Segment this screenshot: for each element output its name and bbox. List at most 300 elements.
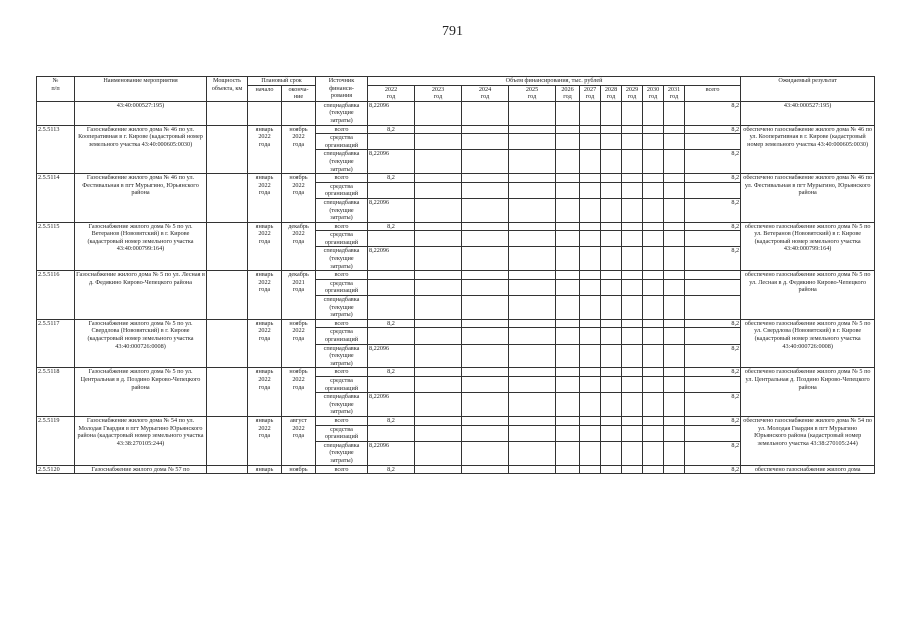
- year-2022-value: [368, 328, 415, 344]
- year-cell: [580, 125, 601, 134]
- year-cell: [462, 376, 509, 392]
- row-source: средства организаций: [316, 376, 368, 392]
- year-cell: [415, 247, 462, 271]
- year-cell: [556, 101, 580, 125]
- year-cell: [580, 247, 601, 271]
- year-cell: [664, 441, 685, 465]
- year-cell: [601, 150, 622, 174]
- row-power: [207, 125, 248, 174]
- year-cell: [580, 416, 601, 425]
- year-cell: [643, 425, 664, 441]
- year-cell: [643, 328, 664, 344]
- total-value: 8,2: [685, 198, 741, 222]
- row-num: 2.5.5114: [37, 174, 75, 223]
- year-cell: [509, 125, 556, 134]
- year-cell: [601, 279, 622, 295]
- year-cell: [580, 425, 601, 441]
- total-value: [685, 134, 741, 150]
- year-cell: [643, 296, 664, 320]
- year-cell: [580, 222, 601, 231]
- year-cell: [462, 182, 509, 198]
- header-year-2028: 2028 год: [601, 85, 622, 101]
- year-cell: [601, 125, 622, 134]
- year-cell: [622, 328, 643, 344]
- year-cell: [622, 182, 643, 198]
- year-cell: [580, 182, 601, 198]
- table-body: [37, 101, 875, 473]
- row-source: спецнадбавка (текущие затраты): [316, 150, 368, 174]
- year-cell: [415, 393, 462, 417]
- year-cell: [580, 319, 601, 328]
- year-cell: [509, 376, 556, 392]
- year-cell: [622, 247, 643, 271]
- year-2022-value: 8,22096: [368, 101, 415, 125]
- year-cell: [601, 296, 622, 320]
- year-cell: [462, 393, 509, 417]
- year-cell: [509, 425, 556, 441]
- year-cell: [509, 465, 556, 474]
- year-cell: [643, 101, 664, 125]
- year-cell: [556, 344, 580, 368]
- year-2022-value: [368, 376, 415, 392]
- header-plan-term: Плановый срок: [248, 77, 316, 86]
- year-cell: [643, 393, 664, 417]
- year-cell: [580, 368, 601, 377]
- year-cell: [462, 125, 509, 134]
- total-value: 8,2: [685, 393, 741, 417]
- year-cell: [509, 174, 556, 183]
- row-source: всего: [316, 319, 368, 328]
- row-source: всего: [316, 271, 368, 280]
- year-cell: [580, 231, 601, 247]
- total-value: 8,2: [685, 319, 741, 328]
- year-cell: [462, 150, 509, 174]
- year-cell: [601, 101, 622, 125]
- year-cell: [643, 344, 664, 368]
- row-end: [282, 101, 316, 125]
- year-cell: [580, 271, 601, 280]
- year-cell: [462, 271, 509, 280]
- year-2022-value: 8,2: [368, 125, 415, 134]
- row-start: [248, 101, 282, 125]
- row-name: Газоснабжение жилого дома № 54 по ул. Молодая Гвардия в пгт Мурыгино Юрьянского района (кадастровый номер земельного участка 43:38:270105:244): [75, 416, 207, 465]
- row-name: Газоснабжение жилого дома № 5 по ул. Ветеранов (Нововятский) в г. Кирове (кадастровый номер земельного участка 43:40:000799:164): [75, 222, 207, 271]
- row-source: средства организаций: [316, 328, 368, 344]
- year-cell: [509, 222, 556, 231]
- row-name: Газоснабжение жилого дома № 5 по ул. Свердлова (Нововятский) в г. Кирове (кадастровый номер земельного участка 43:40:000726:0008): [75, 319, 207, 368]
- year-cell: [601, 425, 622, 441]
- year-cell: [462, 101, 509, 125]
- year-cell: [462, 231, 509, 247]
- row-source: спецнадбавка (текущие затраты): [316, 393, 368, 417]
- year-cell: [643, 368, 664, 377]
- row-result: обеспечено газоснабжение жилого дома № 5 по ул. Лесная в д. Федякино Кирово-Чепецкого района: [741, 271, 875, 320]
- header-year-2024: 2024 год: [462, 85, 509, 101]
- year-cell: [509, 271, 556, 280]
- year-cell: [462, 425, 509, 441]
- year-cell: [601, 368, 622, 377]
- year-cell: [643, 174, 664, 183]
- year-cell: [622, 416, 643, 425]
- row-end: ноябрь 2022 года: [282, 319, 316, 368]
- year-cell: [462, 328, 509, 344]
- year-cell: [415, 174, 462, 183]
- year-cell: [622, 279, 643, 295]
- year-2022-value: 8,2: [368, 465, 415, 474]
- year-cell: [509, 441, 556, 465]
- table-row: [37, 125, 875, 134]
- year-cell: [601, 441, 622, 465]
- year-cell: [415, 368, 462, 377]
- header-year-2025: 2025 год: [509, 85, 556, 101]
- funding-table: [36, 76, 875, 474]
- year-cell: [462, 198, 509, 222]
- year-2022-value: [368, 271, 415, 280]
- row-source: спецнадбавка (текущие затраты): [316, 441, 368, 465]
- year-cell: [462, 344, 509, 368]
- year-cell: [622, 125, 643, 134]
- total-value: [685, 182, 741, 198]
- year-cell: [556, 368, 580, 377]
- row-start: январь 2022 года: [248, 271, 282, 320]
- year-2022-value: 8,2: [368, 368, 415, 377]
- year-cell: [664, 231, 685, 247]
- total-value: [685, 376, 741, 392]
- year-cell: [622, 376, 643, 392]
- year-2022-value: 8,22096: [368, 393, 415, 417]
- year-cell: [643, 231, 664, 247]
- year-2022-value: [368, 279, 415, 295]
- header-year-2022: 2022 год: [368, 85, 415, 101]
- year-cell: [415, 150, 462, 174]
- row-start: январь 2022 года: [248, 222, 282, 271]
- row-source: всего: [316, 368, 368, 377]
- row-source: всего: [316, 125, 368, 134]
- row-source: спецнадбавка (текущие затраты): [316, 101, 368, 125]
- year-cell: [462, 279, 509, 295]
- year-cell: [462, 441, 509, 465]
- row-end: ноябрь 2022 года: [282, 125, 316, 174]
- year-2022-value: [368, 182, 415, 198]
- year-cell: [509, 393, 556, 417]
- table-row: [37, 174, 875, 183]
- page-number: 791: [442, 24, 463, 39]
- year-cell: [601, 231, 622, 247]
- year-cell: [580, 279, 601, 295]
- total-value: [685, 328, 741, 344]
- total-value: 8,2: [685, 125, 741, 134]
- total-value: 8,2: [685, 174, 741, 183]
- row-result: обеспечено газоснабжение жилого дома № 46 по ул. Фестивальная в пгт Мурыгино, Юрьянского района: [741, 174, 875, 223]
- row-source: всего: [316, 222, 368, 231]
- total-value: 8,2: [685, 247, 741, 271]
- header-num: № п/п: [37, 77, 75, 102]
- row-name: Газоснабжение жилого дома № 46 по ул. Фестивальная в пгт Мурыгино, Юрьянского района: [75, 174, 207, 223]
- year-cell: [601, 319, 622, 328]
- table-row: [37, 101, 875, 125]
- row-num: 2.5.5119: [37, 416, 75, 465]
- year-cell: [601, 328, 622, 344]
- total-value: [685, 231, 741, 247]
- year-cell: [622, 368, 643, 377]
- year-cell: [580, 134, 601, 150]
- year-cell: [622, 134, 643, 150]
- total-value: 8,2: [685, 416, 741, 425]
- year-cell: [622, 222, 643, 231]
- year-cell: [664, 182, 685, 198]
- row-num: 2.5.5116: [37, 271, 75, 320]
- row-power: [207, 174, 248, 223]
- total-value: 8,2: [685, 465, 741, 474]
- year-cell: [622, 344, 643, 368]
- year-cell: [601, 174, 622, 183]
- year-cell: [509, 328, 556, 344]
- year-cell: [664, 101, 685, 125]
- year-cell: [580, 101, 601, 125]
- year-cell: [509, 319, 556, 328]
- table-row: [37, 416, 875, 425]
- row-num: 2.5.5120: [37, 465, 75, 474]
- year-cell: [415, 441, 462, 465]
- year-cell: [622, 198, 643, 222]
- row-source: средства организаций: [316, 279, 368, 295]
- year-cell: [622, 319, 643, 328]
- row-source: спецнадбавка (текущие затраты): [316, 344, 368, 368]
- year-2022-value: 8,22096: [368, 441, 415, 465]
- row-start: январь 2022 года: [248, 319, 282, 368]
- year-cell: [664, 296, 685, 320]
- row-result: обеспечено газоснабжение жилого дома № 5 по ул. Центральная д. Поздино Кирово-Чепецкого района: [741, 368, 875, 417]
- year-cell: [509, 182, 556, 198]
- year-cell: [462, 134, 509, 150]
- row-power: [207, 368, 248, 417]
- year-cell: [509, 101, 556, 125]
- year-cell: [415, 328, 462, 344]
- year-cell: [664, 198, 685, 222]
- year-2022-value: 8,22096: [368, 150, 415, 174]
- year-cell: [556, 198, 580, 222]
- table-row: [37, 465, 875, 474]
- year-cell: [580, 441, 601, 465]
- year-cell: [601, 182, 622, 198]
- year-cell: [643, 465, 664, 474]
- row-source: всего: [316, 416, 368, 425]
- row-result: обеспечено газоснабжение жилого дома № 46 по ул. Кооперативная в г. Кирове (кадастровый номер земельного участка 43:40:000605:0030): [741, 125, 875, 174]
- year-cell: [643, 150, 664, 174]
- year-cell: [415, 376, 462, 392]
- header-year-2030: 2030 год: [643, 85, 664, 101]
- year-cell: [580, 174, 601, 183]
- row-power: [207, 319, 248, 368]
- year-cell: [622, 441, 643, 465]
- year-cell: [601, 134, 622, 150]
- year-cell: [580, 393, 601, 417]
- header-source: Источник финанси- рования: [316, 77, 368, 102]
- year-cell: [580, 344, 601, 368]
- year-cell: [664, 465, 685, 474]
- year-cell: [622, 296, 643, 320]
- year-cell: [509, 198, 556, 222]
- row-source: всего: [316, 465, 368, 474]
- year-cell: [643, 134, 664, 150]
- year-cell: [556, 182, 580, 198]
- year-cell: [580, 376, 601, 392]
- row-power: [207, 465, 248, 474]
- header-total: всего: [685, 85, 741, 101]
- row-num: 2.5.5115: [37, 222, 75, 271]
- year-cell: [509, 416, 556, 425]
- year-cell: [601, 344, 622, 368]
- header-name: Наименование мероприятия: [75, 77, 207, 102]
- year-cell: [415, 416, 462, 425]
- year-2022-value: [368, 425, 415, 441]
- year-cell: [580, 150, 601, 174]
- year-cell: [509, 150, 556, 174]
- year-2022-value: 8,2: [368, 319, 415, 328]
- total-value: 8,2: [685, 441, 741, 465]
- row-start: январь: [248, 465, 282, 474]
- year-cell: [556, 222, 580, 231]
- year-cell: [664, 174, 685, 183]
- year-2022-value: 8,22096: [368, 247, 415, 271]
- total-value: 8,2: [685, 222, 741, 231]
- year-cell: [622, 174, 643, 183]
- year-cell: [601, 222, 622, 231]
- year-cell: [643, 416, 664, 425]
- year-cell: [415, 279, 462, 295]
- row-source: всего: [316, 174, 368, 183]
- year-cell: [556, 425, 580, 441]
- total-value: [685, 296, 741, 320]
- year-cell: [415, 425, 462, 441]
- year-cell: [601, 393, 622, 417]
- row-name: Газоснабжение жилого дома № 5 по ул. Лесная в д. Федякино Кирово-Чепецкого района: [75, 271, 207, 320]
- row-start: январь 2022 года: [248, 416, 282, 465]
- row-result: обеспечено газоснабжение жилого дома № 5 по ул. Ветеранов (Нововятский) в г. Кирове (кадастровый номер земельного участка 43:40:000799:164): [741, 222, 875, 271]
- year-cell: [664, 134, 685, 150]
- total-value: 8,2: [685, 368, 741, 377]
- year-cell: [556, 247, 580, 271]
- year-cell: [664, 368, 685, 377]
- year-cell: [415, 101, 462, 125]
- year-cell: [556, 271, 580, 280]
- year-cell: [643, 271, 664, 280]
- row-end: декабрь 2021 года: [282, 271, 316, 320]
- total-value: [685, 271, 741, 280]
- year-cell: [462, 296, 509, 320]
- row-result: обеспечено газоснабжение жилого дома № 54 по ул. Молодая Гвардия в пгт Мурыгино Юрьянского района (кадастровый номер земельного участка 43:38:270105:244): [741, 416, 875, 465]
- year-cell: [556, 416, 580, 425]
- row-result: обеспечено газоснабжение жилого дома № 5 по ул. Свердлова (Нововятский) в г. Кирове (кадастровый номер земельного участка 43:40:000726:0008): [741, 319, 875, 368]
- row-num: 2.5.5118: [37, 368, 75, 417]
- year-cell: [622, 425, 643, 441]
- year-cell: [664, 222, 685, 231]
- year-2022-value: 8,2: [368, 174, 415, 183]
- year-2022-value: [368, 134, 415, 150]
- table-header: [37, 77, 875, 102]
- year-cell: [556, 231, 580, 247]
- year-cell: [622, 271, 643, 280]
- year-cell: [664, 393, 685, 417]
- year-cell: [643, 182, 664, 198]
- total-value: 8,2: [685, 101, 741, 125]
- row-power: [207, 271, 248, 320]
- row-power: [207, 222, 248, 271]
- year-cell: [509, 231, 556, 247]
- row-start: январь 2022 года: [248, 174, 282, 223]
- year-cell: [622, 465, 643, 474]
- year-cell: [580, 296, 601, 320]
- row-start: январь 2022 года: [248, 368, 282, 417]
- header-year-2026: 2026 год: [556, 85, 580, 101]
- year-cell: [601, 198, 622, 222]
- year-cell: [509, 296, 556, 320]
- year-cell: [664, 125, 685, 134]
- year-cell: [664, 319, 685, 328]
- year-cell: [664, 150, 685, 174]
- table-row: [37, 271, 875, 280]
- year-cell: [556, 174, 580, 183]
- year-cell: [580, 465, 601, 474]
- year-cell: [643, 125, 664, 134]
- year-cell: [622, 393, 643, 417]
- row-source: средства организаций: [316, 134, 368, 150]
- year-cell: [664, 416, 685, 425]
- row-result: 43:40:000527:195): [741, 101, 875, 125]
- year-cell: [664, 376, 685, 392]
- year-cell: [556, 393, 580, 417]
- year-cell: [415, 271, 462, 280]
- header-power: Мощность объекта, км: [207, 77, 248, 102]
- header-year-2027: 2027 год: [580, 85, 601, 101]
- header-end: оконча- ние: [282, 85, 316, 101]
- year-cell: [415, 344, 462, 368]
- year-cell: [643, 198, 664, 222]
- year-cell: [601, 465, 622, 474]
- year-2022-value: 8,2: [368, 222, 415, 231]
- year-cell: [601, 247, 622, 271]
- year-cell: [664, 425, 685, 441]
- row-source: спецнадбавка (текущие затраты): [316, 296, 368, 320]
- row-power: [207, 101, 248, 125]
- year-cell: [415, 296, 462, 320]
- year-cell: [462, 319, 509, 328]
- row-name: Газоснабжение жилого дома № 46 по ул. Кооперативная в г. Кирове (кадастровый номер земельного участка 43:40:000605:0030): [75, 125, 207, 174]
- year-cell: [415, 319, 462, 328]
- year-cell: [664, 247, 685, 271]
- row-power: [207, 416, 248, 465]
- year-cell: [509, 247, 556, 271]
- total-value: [685, 425, 741, 441]
- year-cell: [415, 125, 462, 134]
- total-value: [685, 279, 741, 295]
- header-result: Ожидаемый результат: [741, 77, 875, 102]
- row-end: ноябрь: [282, 465, 316, 474]
- row-source: средства организаций: [316, 231, 368, 247]
- year-cell: [622, 101, 643, 125]
- header-year-2031: 2031 год: [664, 85, 685, 101]
- year-cell: [556, 150, 580, 174]
- table-row: [37, 222, 875, 231]
- year-cell: [556, 296, 580, 320]
- year-cell: [664, 344, 685, 368]
- year-cell: [580, 198, 601, 222]
- row-num: 2.5.5117: [37, 319, 75, 368]
- header-year-2023: 2023 год: [415, 85, 462, 101]
- row-end: ноябрь 2022 года: [282, 174, 316, 223]
- year-cell: [601, 271, 622, 280]
- year-cell: [415, 182, 462, 198]
